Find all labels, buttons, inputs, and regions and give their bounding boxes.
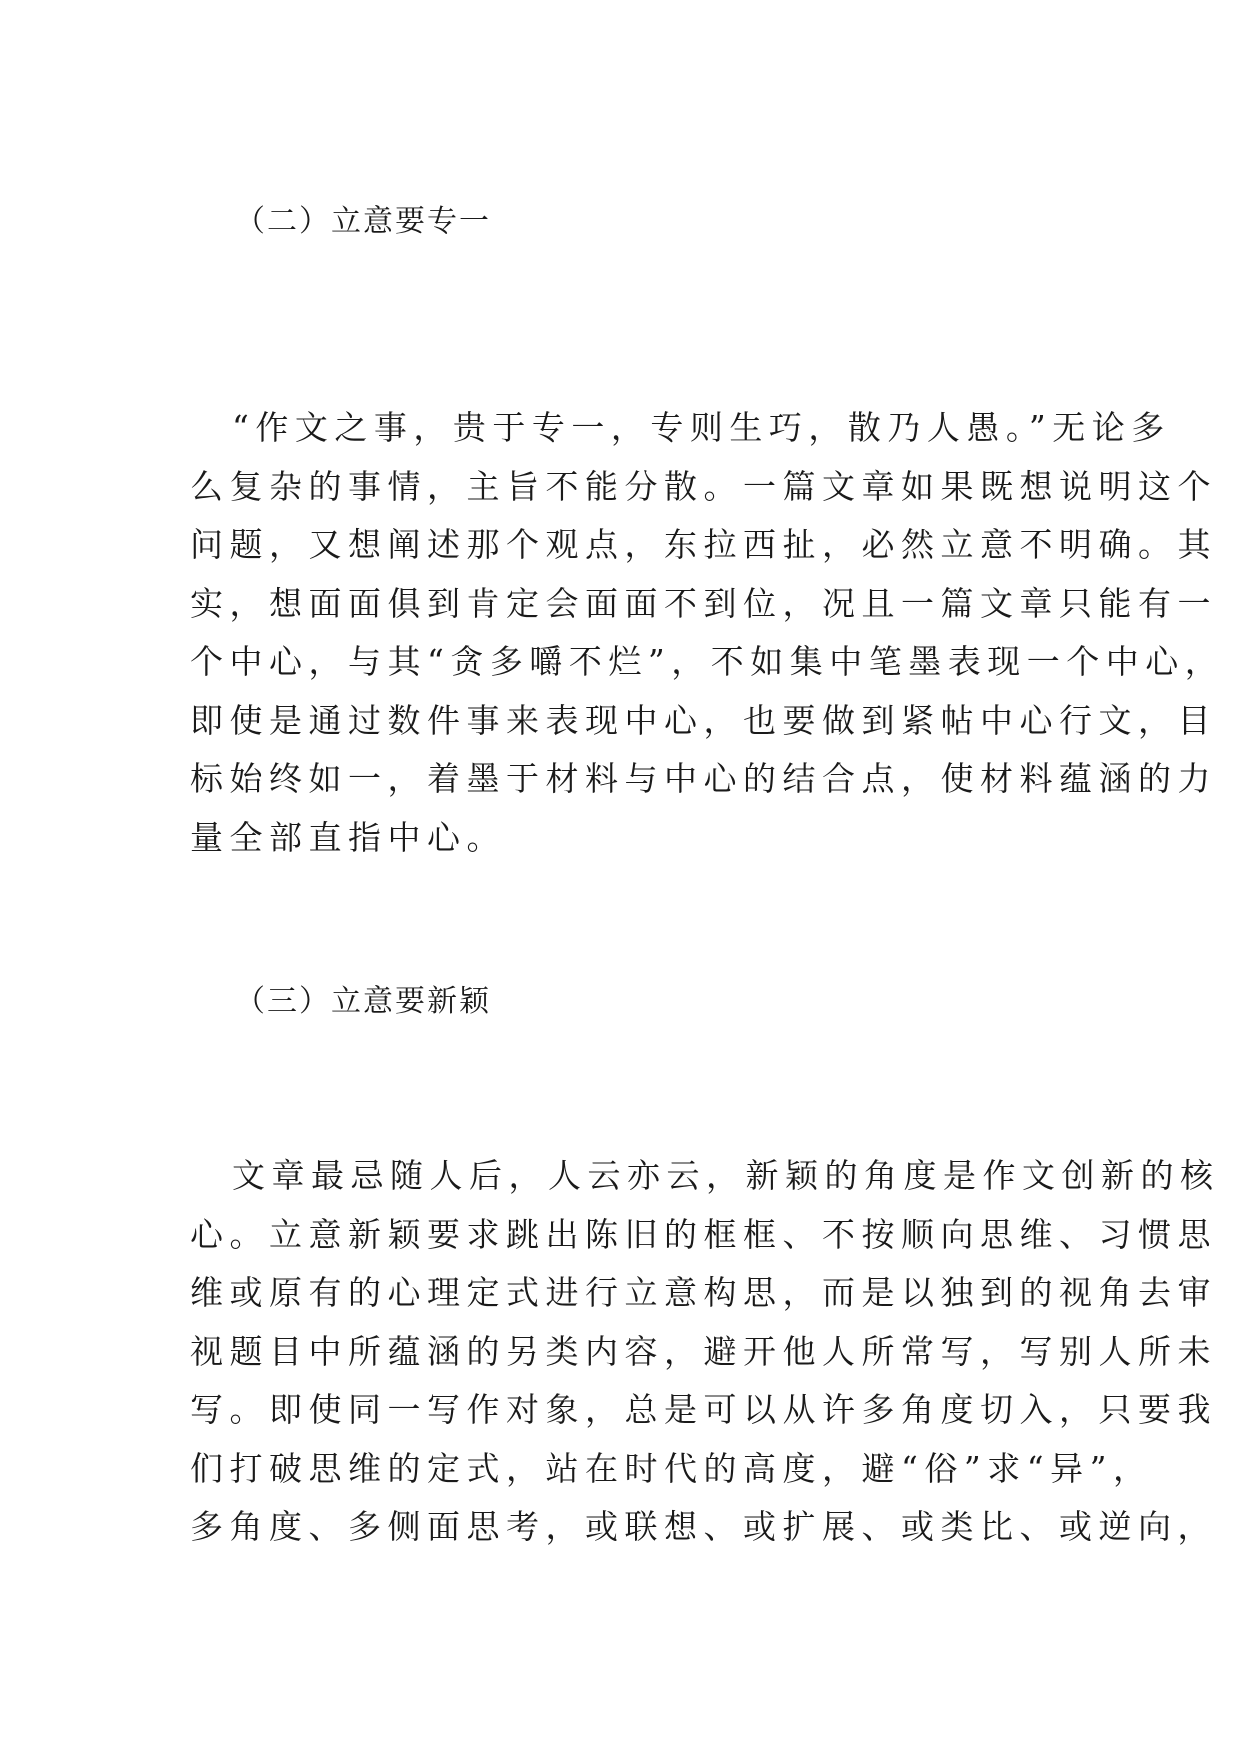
paragraph-line: 问题，又想阐述那个观点，东拉西扯，必然立意不明确。其 <box>190 525 1217 564</box>
section-heading-3: （三）立意要新颖 <box>235 984 491 1019</box>
paragraph-line: 标始终如一，着墨于材料与中心的结合点，使材料蕴涵的力 <box>190 759 1217 798</box>
paragraph-line: 量全部直指中心。 <box>190 817 506 857</box>
paragraph-line: 即使是通过数件事来表现中心，也要做到紧帖中心行文，目 <box>190 700 1217 740</box>
section-heading-2: （二）立意要专一 <box>235 204 491 239</box>
paragraph-line: 多角度、多侧面思考，或联想、或扩展、或类比、或逆向， <box>190 1507 1217 1546</box>
paragraph-line: 实，想面面俱到肯定会面面不到位，况且一篇文章只能有一 <box>190 583 1217 623</box>
paragraph-line: 视题目中所蕴涵的另类内容，避开他人所常写，写别人所未 <box>190 1331 1217 1371</box>
paragraph-line: 维或原有的心理定式进行立意构思，而是以独到的视角去审 <box>190 1273 1217 1312</box>
paragraph-line: “作文之事，贵于专一，专则生巧，散乃人愚。”无论多 <box>232 408 1171 447</box>
paragraph-section-2 <box>190 399 1225 867</box>
paragraph-line: 么复杂的事情，主旨不能分散。一篇文章如果既想说明这个 <box>190 466 1217 506</box>
paragraph-line: 个中心，与其“贪多嚼不烂”，不如集中笔墨表现一个中心， <box>190 642 1225 681</box>
paragraph-line: 文章最忌随人后，人云亦云，新颖的角度是作文创新的核 <box>232 1156 1220 1195</box>
paragraph-line: 写。即使同一写作对象，总是可以从许多角度切入，只要我 <box>190 1390 1217 1429</box>
paragraph-section-3 <box>190 1147 1220 1557</box>
paragraph-line: 们打破思维的定式，站在时代的高度，避“俗”求“异”， <box>190 1448 1153 1488</box>
paragraph-line: 心。立意新颖要求跳出陈旧的框框、不按顺向思维、习惯思 <box>190 1214 1217 1254</box>
